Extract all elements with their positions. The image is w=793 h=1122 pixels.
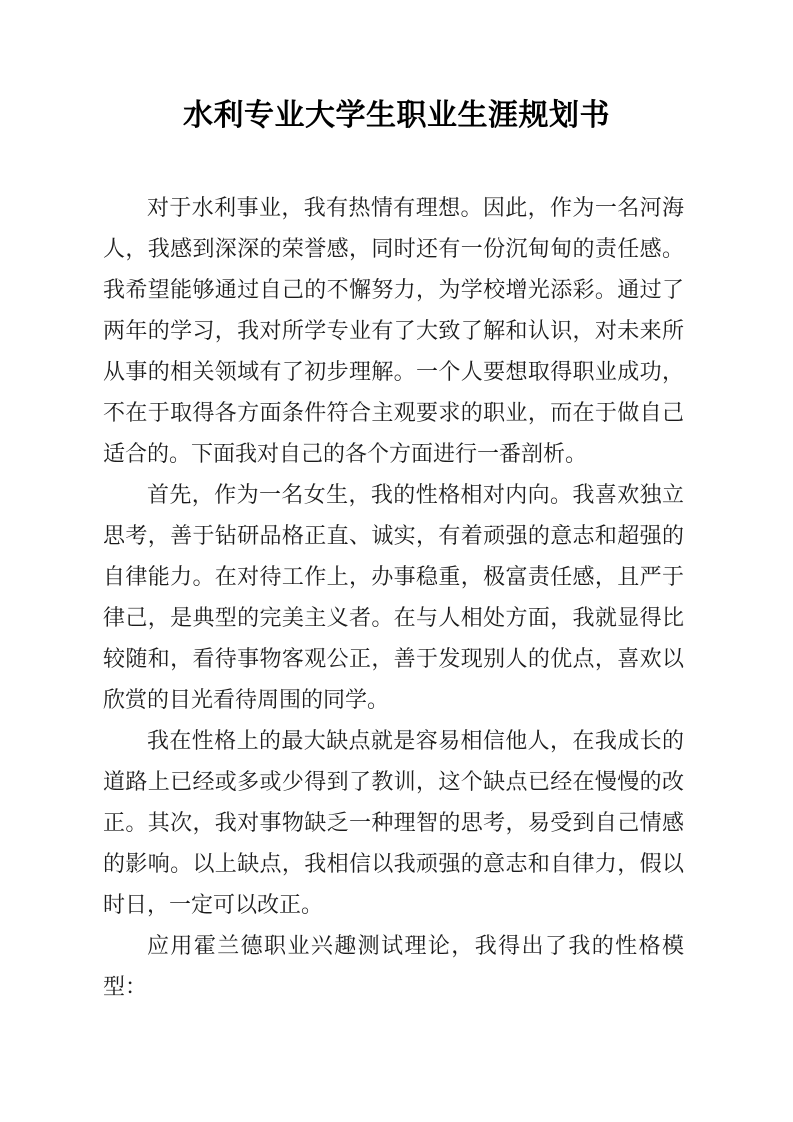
paragraph: 对于水利事业，我有热情有理想。因此，作为一名河海人，我感到深深的荣誉感，同时还有一份沉甸甸的责任感。我希望能够通过自己的不懈努力，为学校增光添彩。通过了两年的学习，我对所学专业有了大致了解和认识，对未来所从事的相关领域有了初步理解。一个人要想取得职业成功，不在于取得各方面条件符合主观要求的职业，而在于做自己适合的。下面我对自己的各个方面进行一番剖析。 xyxy=(103,195,684,466)
paragraph: 我在性格上的最大缺点就是容易相信他人，在我成长的道路上已经或多或少得到了教训，这个缺点已经在慢慢的改正。其次，我对事物缺乏一种理智的思考，易受到自己情感的影响。以上缺点，我相信以我顽强的意志和自律力，假以时日，一定可以改正。 xyxy=(103,728,684,917)
page-title: 水利专业大学生职业生涯规划书 xyxy=(183,99,610,132)
paragraph: 应用霍兰德职业兴趣测试理论，我得出了我的性格模型： xyxy=(103,933,684,999)
document-body xyxy=(103,187,684,1007)
paragraph: 首先，作为一名女生，我的性格相对内向。我喜欢独立思考，善于钻研品格正直、诚实，有着顽强的意志和超强的自律能力。在对待工作上，办事稳重，极富责任感，且严于律己，是典型的完美主义者。在与人相处方面，我就显得比较随和，看待事物客观公正，善于发现别人的优点，喜欢以欣赏的目光看待周围的同学。 xyxy=(103,482,684,712)
